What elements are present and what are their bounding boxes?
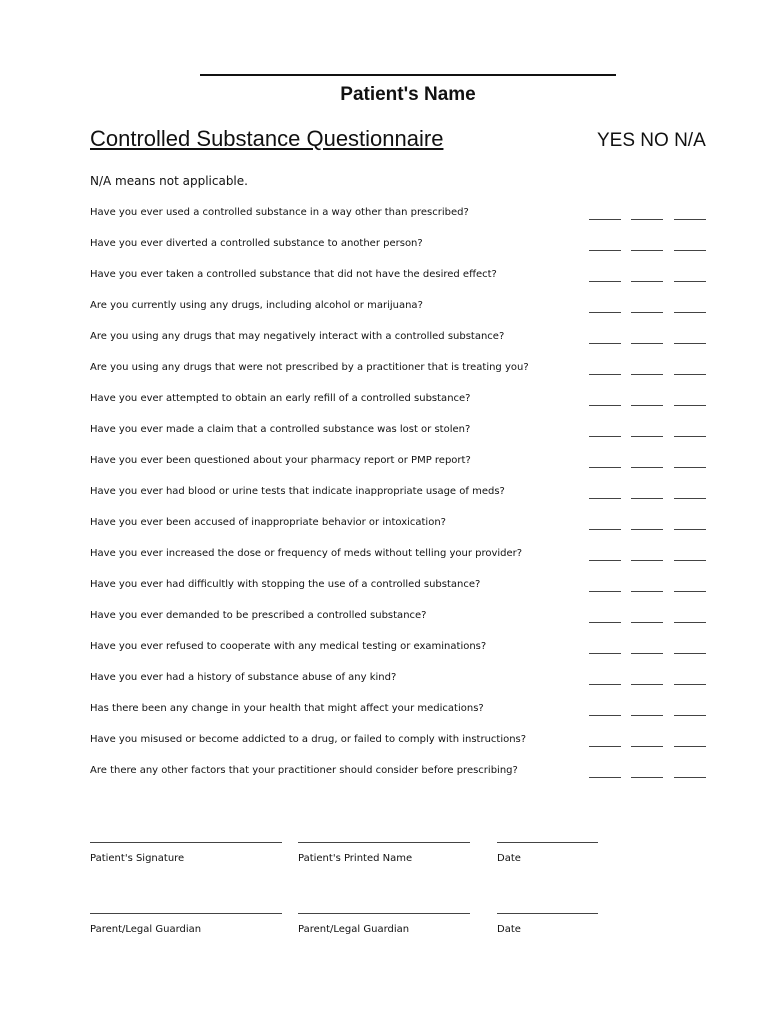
date-label: Date: [497, 853, 521, 864]
question-row: [0, 641, 770, 672]
yes-blank[interactable]: [589, 591, 621, 592]
no-blank[interactable]: [631, 281, 663, 282]
question-text: Have you ever used a controlled substance in a way other than prescribed?: [90, 207, 469, 218]
no-blank[interactable]: [631, 715, 663, 716]
question-row: [0, 207, 770, 238]
answer-columns-header: YES NO N/A: [597, 130, 706, 151]
question-list: [0, 207, 770, 796]
na-blank[interactable]: [674, 405, 706, 406]
question-row: [0, 517, 770, 548]
question-row: [0, 331, 770, 362]
na-blank[interactable]: [674, 436, 706, 437]
no-blank[interactable]: [631, 343, 663, 344]
question-text: Have you ever had blood or urine tests that indicate inappropriate usage of meds?: [90, 486, 505, 497]
date-line[interactable]: [497, 842, 598, 843]
yes-blank[interactable]: [589, 498, 621, 499]
yes-blank[interactable]: [589, 343, 621, 344]
yes-blank[interactable]: [589, 684, 621, 685]
no-blank[interactable]: [631, 591, 663, 592]
guardian-printed-name-label: Parent/Legal Guardian: [298, 924, 410, 935]
no-blank[interactable]: [631, 436, 663, 437]
no-blank[interactable]: [631, 250, 663, 251]
patient-signature-line[interactable]: [90, 842, 282, 843]
yes-blank[interactable]: [589, 467, 621, 468]
question-row: [0, 269, 770, 300]
no-blank[interactable]: [631, 560, 663, 561]
question-text: Have you ever had difficultly with stopping the use of a controlled substance?: [90, 579, 481, 590]
no-blank[interactable]: [631, 622, 663, 623]
question-text: Have you ever had a history of substance abuse of any kind?: [90, 672, 397, 683]
question-text: Have you ever demanded to be prescribed a controlled substance?: [90, 610, 427, 621]
na-blank[interactable]: [674, 374, 706, 375]
question-text: Have you ever made a claim that a controlled substance was lost or stolen?: [90, 424, 471, 435]
question-row: [0, 238, 770, 269]
yes-blank[interactable]: [589, 436, 621, 437]
guardian-printed-name-line[interactable]: [298, 913, 470, 914]
yes-blank[interactable]: [589, 281, 621, 282]
guardian-signature-line[interactable]: [90, 913, 282, 914]
question-text: Have you misused or become addicted to a drug, or failed to comply with instructions?: [90, 734, 527, 745]
no-blank[interactable]: [631, 374, 663, 375]
na-blank[interactable]: [674, 250, 706, 251]
na-blank[interactable]: [674, 219, 706, 220]
yes-blank[interactable]: [589, 529, 621, 530]
yes-blank[interactable]: [589, 312, 621, 313]
question-row: [0, 703, 770, 734]
question-row: [0, 362, 770, 393]
date-line[interactable]: [497, 913, 598, 914]
yes-blank[interactable]: [589, 250, 621, 251]
question-text: Have you ever taken a controlled substance that did not have the desired effect?: [90, 269, 497, 280]
no-blank[interactable]: [631, 684, 663, 685]
question-text: Are you using any drugs that may negatively interact with a controlled substance?: [90, 331, 505, 342]
na-blank[interactable]: [674, 684, 706, 685]
yes-blank[interactable]: [589, 622, 621, 623]
question-text: Have you ever been accused of inappropriate behavior or intoxication?: [90, 517, 446, 528]
patient-printed-name-line[interactable]: [298, 842, 470, 843]
question-row: [0, 455, 770, 486]
na-blank[interactable]: [674, 777, 706, 778]
guardian-signature-label: Parent/Legal Guardian: [90, 924, 202, 935]
question-text: Are you currently using any drugs, including alcohol or marijuana?: [90, 300, 423, 311]
yes-blank[interactable]: [589, 374, 621, 375]
na-blank[interactable]: [674, 343, 706, 344]
na-blank[interactable]: [674, 467, 706, 468]
na-blank[interactable]: [674, 622, 706, 623]
patient-name-line[interactable]: [200, 74, 616, 76]
question-text: Are there any other factors that your practitioner should consider before prescribing?: [90, 765, 518, 776]
no-blank[interactable]: [631, 219, 663, 220]
question-text: Are you using any drugs that were not prescribed by a practitioner that is treating you?: [90, 362, 529, 373]
question-row: [0, 486, 770, 517]
no-blank[interactable]: [631, 467, 663, 468]
na-blank[interactable]: [674, 715, 706, 716]
question-text: Have you ever been questioned about your pharmacy report or PMP report?: [90, 455, 471, 466]
question-text: Have you ever diverted a controlled substance to another person?: [90, 238, 423, 249]
yes-blank[interactable]: [589, 777, 621, 778]
yes-blank[interactable]: [589, 219, 621, 220]
question-row: [0, 424, 770, 455]
no-blank[interactable]: [631, 777, 663, 778]
form-title: Controlled Substance Questionnaire: [90, 126, 444, 151]
na-blank[interactable]: [674, 281, 706, 282]
yes-blank[interactable]: [589, 653, 621, 654]
no-blank[interactable]: [631, 529, 663, 530]
patient-signature-label: Patient's Signature: [90, 853, 185, 864]
yes-blank[interactable]: [589, 746, 621, 747]
na-note: N/A means not applicable.: [90, 174, 248, 188]
yes-blank[interactable]: [589, 715, 621, 716]
question-row: [0, 672, 770, 703]
date-label: Date: [497, 924, 521, 935]
yes-blank[interactable]: [589, 560, 621, 561]
question-text: Has there been any change in your health that might affect your medications?: [90, 703, 484, 714]
no-blank[interactable]: [631, 653, 663, 654]
yes-blank[interactable]: [589, 405, 621, 406]
patient-printed-name-label: Patient's Printed Name: [298, 853, 413, 864]
na-blank[interactable]: [674, 560, 706, 561]
na-blank[interactable]: [674, 312, 706, 313]
question-text: Have you ever refused to cooperate with any medical testing or examinations?: [90, 641, 487, 652]
question-text: Have you ever attempted to obtain an early refill of a controlled substance?: [90, 393, 471, 404]
na-blank[interactable]: [674, 746, 706, 747]
question-row: [0, 765, 770, 796]
question-row: [0, 610, 770, 641]
patient-name-label: Patient's Name: [340, 84, 476, 105]
na-blank[interactable]: [674, 498, 706, 499]
na-blank[interactable]: [674, 591, 706, 592]
question-row: [0, 393, 770, 424]
question-row: [0, 300, 770, 331]
na-blank[interactable]: [674, 653, 706, 654]
no-blank[interactable]: [631, 405, 663, 406]
question-text: Have you ever increased the dose or frequency of meds without telling your provider?: [90, 548, 523, 559]
question-row: [0, 548, 770, 579]
no-blank[interactable]: [631, 498, 663, 499]
na-blank[interactable]: [674, 529, 706, 530]
no-blank[interactable]: [631, 312, 663, 313]
no-blank[interactable]: [631, 746, 663, 747]
question-row: [0, 579, 770, 610]
question-row: [0, 734, 770, 765]
